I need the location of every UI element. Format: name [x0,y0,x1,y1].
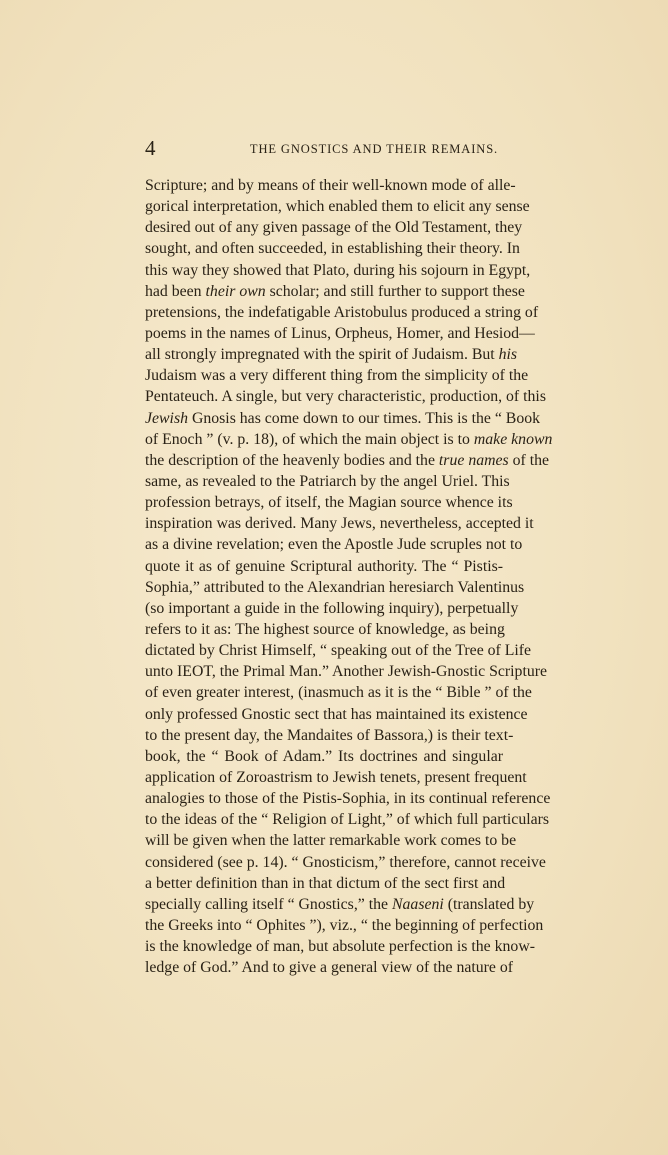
text-segment: to the present day, the Mandaites of Bassora,) is their text- [145,726,514,744]
text-line [145,894,535,915]
text-line [145,450,550,471]
text-segment: the Greeks into “ Ophites ”), viz., “ the beginning of perfection [145,916,544,934]
text-segment: scholar; and still further to support these [265,282,525,300]
text-line [145,661,548,682]
body-text [145,175,553,978]
text-line [145,936,536,957]
text-segment: this way they showed that Plato, during his sojourn in Egypt, [145,261,531,279]
text-line [145,408,541,429]
running-head: THE GNOSTICS AND THEIR REMAINS. [249,142,499,156]
text-segment: dictated by Christ Himself, “ speaking out of the Tree of Life [145,642,532,660]
text-segment: Gnosis has come down to our times. This is the “ Book [188,409,541,427]
text-line [145,682,532,703]
text-line [145,344,518,365]
text-segment: pretensions, the indefatigable Aristobulus produced a string of [145,303,539,321]
text-line [145,217,523,238]
italic-text: his [498,346,518,364]
text-segment: Sophia,” attributed to the Alexandrian heresiarch Valentinus [145,578,525,596]
italic-text: their own [205,282,266,300]
text-line [145,471,510,492]
italic-text: true names [438,451,509,469]
text-line [145,809,550,830]
text-line [145,767,527,788]
text-segment: same, as revealed to the Patriarch by the angel Uriel. This [145,472,510,490]
text-segment: poems in the names of Linus, Orpheus, Homer, and Hesiod— [145,324,535,342]
text-segment: refers to it as: The highest source of knowledge, as being [145,620,505,638]
text-segment: of even greater interest, (inasmuch as it is the “ Bible ” of the [145,684,532,702]
page-header [145,137,503,161]
italic-text: Naaseni [391,895,444,913]
text-line [145,725,514,746]
text-segment: is the knowledge of man, but absolute perfection is the know- [145,938,536,956]
text-line [145,598,519,619]
text-segment: had been [145,282,206,300]
text-line [145,788,551,809]
text-line [145,196,530,217]
text-segment: the description of the heavenly bodies and the [145,451,439,469]
text-segment: book, the “ Book of Adam.” Its doctrines and singular [145,747,503,765]
text-segment: analogies to those of the Pistis-Sophia, in its continual reference [145,790,551,808]
text-segment: (so important a guide in the following inquiry), perpetually [145,599,519,617]
text-segment: only professed Gnostic sect that has maintained its existence [145,705,528,723]
text-segment: profession betrays, of itself, the Magian source whence its [145,494,513,512]
text-line [145,852,546,873]
italic-text: Jewish [145,409,188,427]
text-line [145,704,528,725]
page-number: 4 [145,136,156,160]
text-line [145,260,531,281]
text-line [145,915,544,936]
text-line [145,238,520,259]
text-segment: unto IEOT, the Primal Man.” Another Jewish-Gnostic Scripture [145,663,548,681]
text-line [145,302,539,323]
text-segment: quote it as of genuine Scriptural authority. The “ Pistis- [145,557,503,575]
text-line [145,746,503,767]
text-segment: all strongly impregnated with the spirit of Judaism. But [145,346,499,364]
text-segment: Scripture; and by means of their well-known mode of alle- [145,177,516,194]
text-line [145,365,529,386]
text-segment: to the ideas of the “ Religion of Light,” of which full particulars [145,811,550,829]
text-segment: considered (see p. 14). “ Gnosticism,” therefore, cannot receive [145,853,546,871]
text-line [145,640,532,661]
text-line [145,429,553,450]
text-segment: of the [508,451,550,469]
text-segment: of Enoch ” (v. p. 18), of which the main object is to [145,430,474,448]
text-segment: application of Zoroastrism to Jewish tenets, present frequent [145,768,527,786]
text-line [145,175,516,196]
text-segment: desired out of any given passage of the Old Testament, they [145,219,523,237]
text-segment: inspiration was derived. Many Jews, nevertheless, accepted it [145,515,534,533]
text-segment: (translated by [443,895,535,913]
text-segment: Judaism was a very different thing from the simplicity of the [145,367,529,385]
text-segment: Pentateuch. A single, but very characteristic, production, of this [145,388,546,406]
text-line [145,323,535,344]
text-line [145,619,503,640]
italic-text: make known [473,430,553,448]
text-segment: gorical interpretation, which enabled them to elicit any sense [145,198,530,216]
text-segment: as a divine revelation; even the Apostle Jude scruples not to [145,536,523,554]
text-line [145,577,525,598]
text-line [145,556,503,577]
text-line [145,830,517,851]
text-line [145,957,514,978]
text-segment: a better definition than in that dictum of the sect first and [145,874,506,892]
text-line [145,386,546,407]
text-line [145,534,523,555]
text-line [145,492,513,513]
text-line [145,513,534,534]
text-segment: sought, and often succeeded, in establishing their theory. In [145,240,520,258]
text-segment: will be given when the latter remarkable work comes to be [145,832,517,850]
text-line [145,873,506,894]
text-segment: specially calling itself “ Gnostics,” the [145,895,392,913]
text-line [145,281,525,302]
text-segment: ledge of God.” And to give a general view of the nature of [145,959,514,977]
